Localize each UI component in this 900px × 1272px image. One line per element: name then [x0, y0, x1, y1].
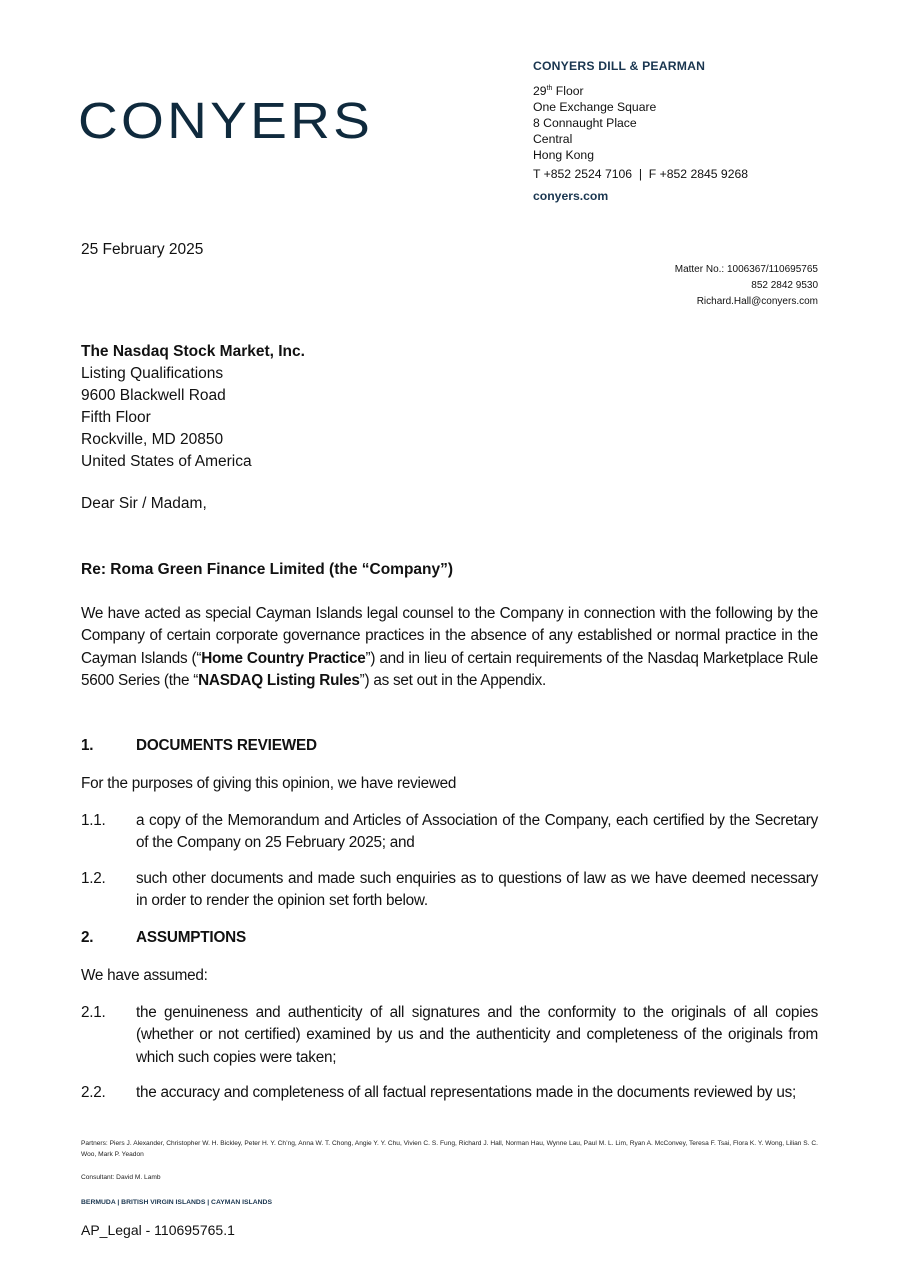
firm-name: CONYERS DILL & PEARMAN: [533, 59, 706, 73]
subject-line: Re: Roma Green Finance Limited (the “Company”): [81, 561, 454, 578]
section-intro: For the purposes of giving this opinion, we have reviewed: [81, 775, 457, 792]
partners-list: Partners: Piers J. Alexander, Christopher W. H. Bickley, Peter H. Y. Ch’ng, Anna W. T. Chong, Angie Y. Y. Chu, Vivien C. S. Fung, Richard J. Hall, Norman Hau, Wynne Lau, Paul M. L. Lim, Ryan A. McConvey, Teresa F. Tsai, Flora K. Y. Wong, Lilian S. C. Woo, Mark P. Yeadon: [81, 1140, 818, 1158]
recipient-address: [81, 341, 305, 473]
document-reference: AP_Legal - 110695765.1: [81, 1222, 235, 1238]
matter-reference: [675, 262, 818, 310]
defined-term: NASDAQ Listing Rules: [198, 671, 360, 689]
section-intro: We have assumed:: [81, 967, 208, 984]
list-item: 2.2. the accuracy and completeness of all factual representations made in the documents reviewed by us;: [81, 1084, 796, 1101]
website-link[interactable]: conyers.com: [533, 189, 609, 203]
consultant: Consultant: David M. Lamb: [81, 1174, 161, 1181]
recipient-line: Listing Qualifications: [81, 365, 224, 382]
recipient-line: Rockville, MD 20850: [81, 431, 224, 448]
address-floor: 29th Floor: [533, 84, 584, 98]
matter-number: Matter No.: 1006367/110695765: [674, 264, 818, 275]
recipient-line: Fifth Floor: [81, 409, 151, 426]
firm-address: [533, 81, 656, 163]
address-line: Hong Kong: [533, 148, 594, 162]
contact-email[interactable]: Richard.Hall@conyers.com: [696, 296, 818, 307]
intro-paragraph: We have acted as special Cayman Islands legal counsel to the Company in connection with the following by the Company of certain corporate governance practices in the absence of any established or normal practice in the Cayman Islands (“Home Country Practice”) and in lieu of certain requirements of the Nasdaq Marketplace Rule 5600 Series (the “NASDAQ Listing Rules”) as set out in the Appendix.: [81, 605, 818, 689]
recipient-line: 9600 Blackwell Road: [81, 387, 226, 404]
jurisdictions: BERMUDA | BRITISH VIRGIN ISLANDS | CAYMAN ISLANDS: [81, 1199, 272, 1206]
address-line: One Exchange Square: [533, 100, 657, 114]
section-heading: 1. DOCUMENTS REVIEWED: [81, 737, 317, 754]
list-item: 1.2. such other documents and made such enquiries as to questions of law as we have deemed necessary in order to render the opinion set forth below.: [81, 870, 818, 910]
defined-term: Home Country Practice: [201, 649, 366, 667]
contact-phone: 852 2842 9530: [751, 280, 818, 291]
address-line: 8 Connaught Place: [533, 116, 637, 130]
phone-fax: T +852 2524 7106 | F +852 2845 9268: [533, 167, 749, 181]
conyers-logo: CONYERS: [78, 92, 374, 149]
letter-date: 25 February 2025: [81, 241, 204, 258]
salutation: Dear Sir / Madam,: [81, 495, 207, 512]
list-item: 2.1. the genuineness and authenticity of all signatures and the conformity to the originals of all copies (whether or not certified) examined by us and the authenticity and completeness of the originals from which such copies were taken;: [81, 1004, 818, 1066]
section-heading: 2. ASSUMPTIONS: [81, 929, 246, 946]
recipient-line: United States of America: [81, 453, 252, 470]
list-item: 1.1. a copy of the Memorandum and Articles of Association of the Company, each certified by the Secretary of the Company on 25 February 2025; and: [81, 812, 818, 852]
address-line: Central: [533, 132, 573, 146]
recipient-name: The Nasdaq Stock Market, Inc.: [81, 343, 305, 360]
